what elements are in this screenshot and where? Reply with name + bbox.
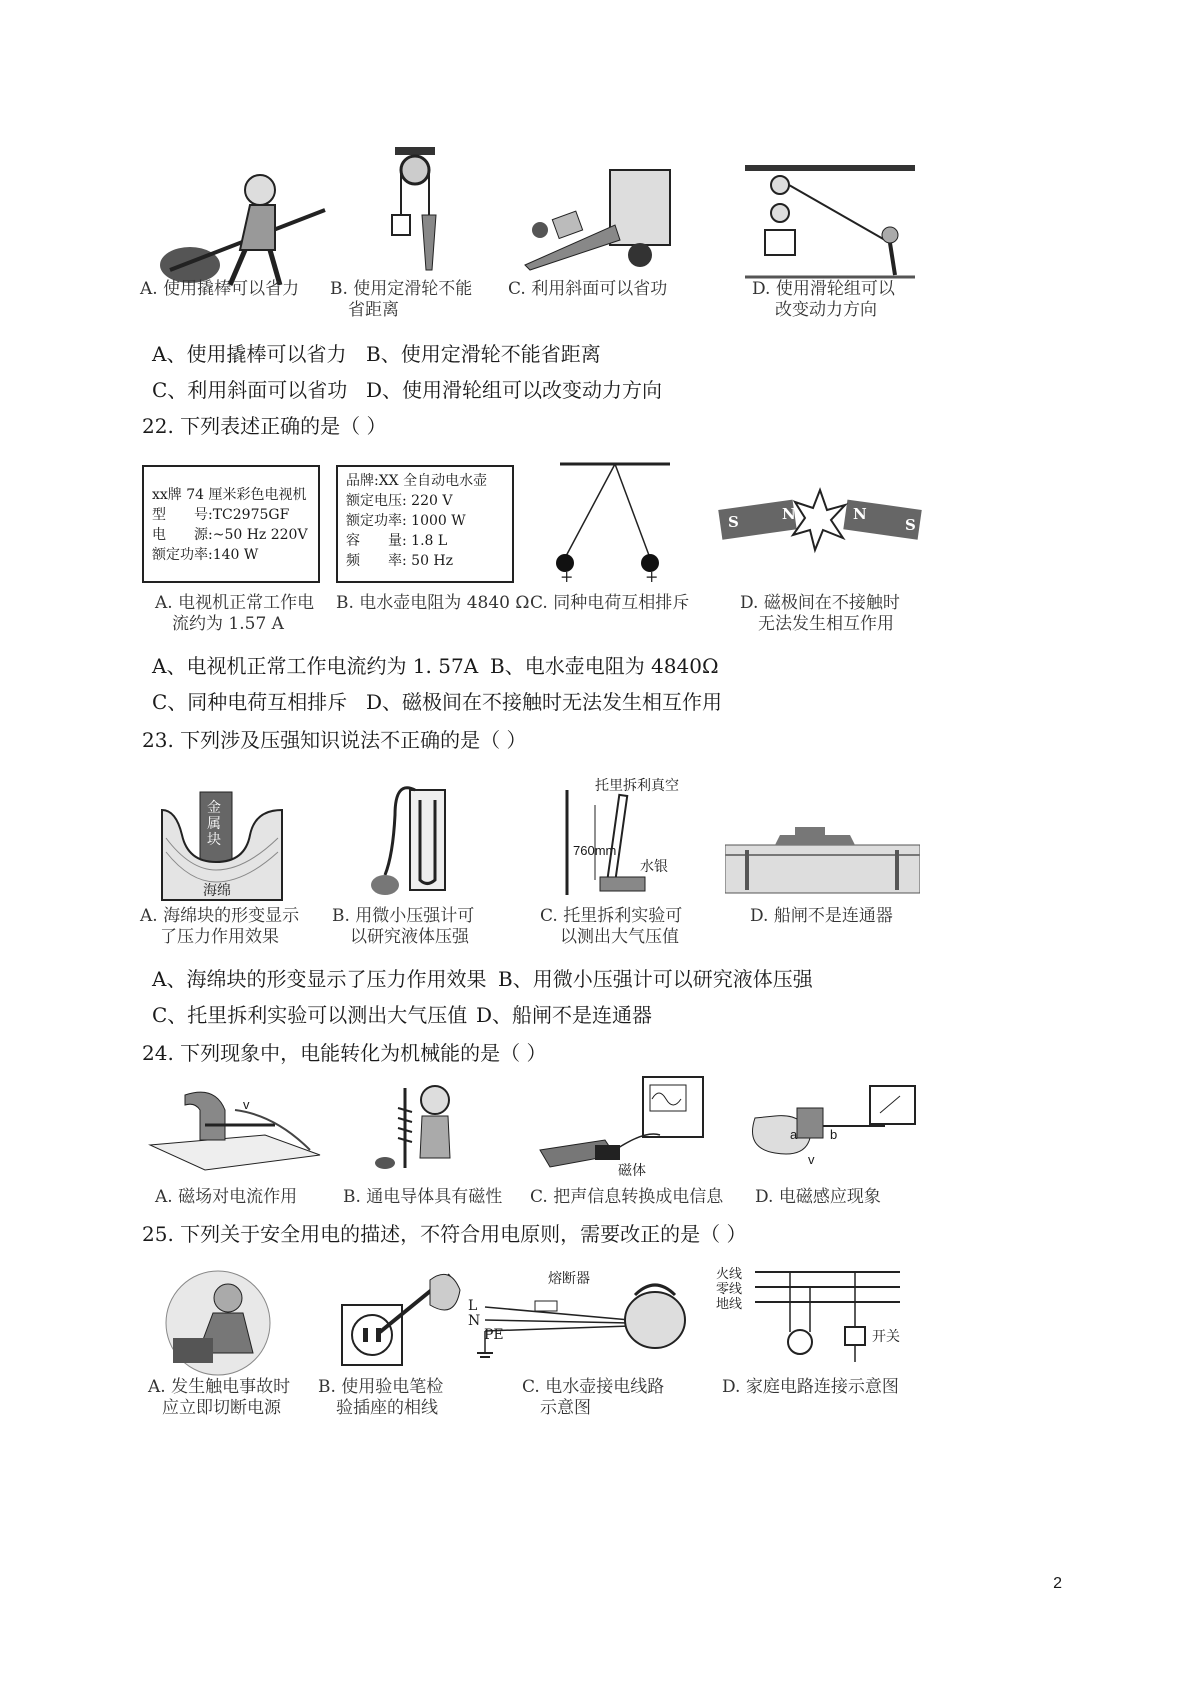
- figure-crowbar: [150, 155, 340, 295]
- magnet-pole-3: N: [853, 505, 867, 523]
- q25-caption-b2: 验插座的相线: [336, 1398, 438, 1418]
- q25-caption-c2: 示意图: [540, 1398, 591, 1418]
- v-label-d: v: [808, 1152, 815, 1167]
- fuse-label: 熔断器: [548, 1271, 590, 1287]
- q21-option-a: A、使用撬棒可以省力: [152, 342, 347, 366]
- q24-stem: 24. 下列现象中，电能转化为机械能的是（ ）: [142, 1041, 547, 1065]
- q25-caption-a2: 应立即切断电源: [162, 1398, 281, 1418]
- magnet-pole-2: N: [782, 505, 796, 523]
- q21-option-d: D、使用滑轮组可以改变动力方向: [366, 378, 663, 402]
- earth-wire-label: 地线: [716, 1297, 743, 1312]
- figure-shock-rescue: [158, 1268, 283, 1378]
- figure-charged-balls: [555, 458, 685, 588]
- magnet-pole-1: S: [728, 513, 739, 531]
- kettle-nameplate-line: 品牌:XX 全自动电水壶: [346, 473, 488, 489]
- switch-label: 开关: [872, 1329, 900, 1345]
- v-label-a: v: [243, 1097, 250, 1112]
- wire-N-label: N: [468, 1313, 481, 1329]
- q23-caption-a1: A. 海绵块的形变显示: [140, 906, 300, 926]
- live-wire-label: 火线: [716, 1267, 743, 1282]
- figure-manometer: [365, 785, 465, 910]
- q23-caption-d: D. 船闸不是连通器: [750, 906, 893, 926]
- tv-nameplate-line: 电 源:~50 Hz 220V: [152, 527, 308, 543]
- kettle-nameplate: [336, 465, 514, 583]
- q22-option-d: D、磁极间在不接触时无法发生相互作用: [366, 690, 723, 714]
- figure-incline: [520, 165, 680, 275]
- q21-caption-a: A. 使用撬棒可以省力: [140, 279, 300, 299]
- sponge-label: 海绵: [203, 883, 231, 899]
- tv-nameplate-line: 额定功率:140 W: [152, 547, 259, 563]
- q22-caption-a1: A. 电视机正常工作电: [155, 593, 315, 613]
- charge-sign-right: +: [645, 567, 659, 586]
- kettle-nameplate-line: 额定功率: 1000 W: [346, 513, 466, 529]
- q23-caption-c1: C. 托里拆利实验可: [540, 906, 683, 926]
- kettle-nameplate-line: 额定电压: 220 V: [346, 493, 453, 509]
- q22-option-a: A、电视机正常工作电流约为 1. 57A: [152, 654, 479, 678]
- q23-option-b: B、用微小压强计可以研究液体压强: [498, 967, 813, 991]
- figure-home-circuit: [715, 1262, 905, 1387]
- magnet-label: 磁体: [618, 1163, 646, 1179]
- q25-caption-c1: C. 电水壶接电线路: [522, 1377, 665, 1397]
- q25-caption-a1: A. 发生触电事故时: [148, 1377, 291, 1397]
- q25-caption-d: D. 家庭电路连接示意图: [722, 1377, 899, 1397]
- label-b: b: [830, 1127, 838, 1142]
- tv-nameplate-line: xx牌 74 厘米彩色电视机: [152, 487, 307, 503]
- q24-caption-d: D. 电磁感应现象: [755, 1187, 881, 1207]
- q22-stem: 22. 下列表述正确的是（ ）: [142, 414, 387, 438]
- q24-caption-b: B. 通电导体具有磁性: [343, 1187, 503, 1207]
- figure-electromagnet: [370, 1078, 480, 1178]
- q21-caption-c: C. 利用斜面可以省功: [508, 279, 668, 299]
- q23-caption-b1: B. 用微小压强计可: [332, 906, 475, 926]
- q24-caption-a: A. 磁场对电流作用: [155, 1187, 298, 1207]
- q23-option-a: A、海绵块的形变显示了压力作用效果: [152, 967, 487, 991]
- page-number: 2: [1053, 1575, 1062, 1592]
- figure-ship-lock: [725, 815, 920, 895]
- q22-caption-c: C. 同种电荷互相排斥: [530, 593, 690, 613]
- figure-fixed-pulley: [370, 145, 460, 285]
- q23-caption-a2: 了压力作用效果: [160, 927, 279, 947]
- kettle-nameplate-line: 频 率: 50 Hz: [346, 553, 454, 569]
- q21-option-b: B、使用定滑轮不能省距离: [366, 342, 601, 366]
- block-label: [207, 800, 223, 848]
- kettle-nameplate-line: 容 量: 1.8 L: [346, 533, 448, 549]
- mercury-label: 水银: [640, 859, 668, 875]
- q21-option-c: C、利用斜面可以省功: [152, 378, 348, 402]
- wire-L-label: L: [468, 1298, 478, 1314]
- neutral-wire-label: 零线: [716, 1282, 743, 1297]
- q21-caption-d2: 改变动力方向: [775, 300, 877, 320]
- block-label-text: 金属块: [207, 800, 221, 848]
- figure-pulley-set: [745, 165, 920, 285]
- q23-option-c: C、托里拆利实验可以测出大气压值: [152, 1003, 468, 1027]
- tv-nameplate: [142, 465, 320, 583]
- vacuum-label: 托里拆利真空: [595, 778, 679, 794]
- q25-stem: 25. 下列关于安全用电的描述，不符合用电原则，需要改正的是（ ）: [142, 1222, 747, 1246]
- q23-stem: 23. 下列涉及压强知识说法不正确的是（ ）: [142, 728, 527, 752]
- q21-caption-d1: D. 使用滑轮组可以: [752, 279, 895, 299]
- wire-PE-label: PE: [484, 1327, 504, 1343]
- charge-sign-left: +: [560, 567, 574, 586]
- figure-motor-track: [145, 1080, 325, 1175]
- figure-test-pen: [340, 1260, 470, 1380]
- q24-caption-c: C. 把声信息转换成电信息: [530, 1187, 724, 1207]
- q22-caption-a2: 流约为 1.57 A: [172, 614, 284, 634]
- q22-caption-d2: 无法发生相互作用: [758, 614, 894, 634]
- figure-magnets: [715, 480, 925, 570]
- q25-caption-b1: B. 使用验电笔检: [318, 1377, 444, 1397]
- q22-caption-d1: D. 磁极间在不接触时: [740, 593, 900, 613]
- tv-nameplate-line: 型 号:TC2975GF: [152, 507, 290, 523]
- q22-caption-b: B. 电水壶电阻为 4840 Ω: [336, 593, 530, 613]
- figure-induction: [735, 1078, 920, 1178]
- magnet-pole-4: S: [905, 516, 916, 534]
- q22-option-c: C、同种电荷互相排斥: [152, 690, 348, 714]
- q23-caption-c2: 以测出大气压值: [560, 927, 679, 947]
- label-a: a: [790, 1127, 798, 1142]
- height-label: 760mm: [573, 843, 617, 858]
- q21-caption-b2: 省距离: [348, 300, 399, 320]
- q23-option-d: D、船闸不是连通器: [476, 1003, 653, 1027]
- q23-caption-b2: 以研究液体压强: [350, 927, 469, 947]
- q21-caption-b1: B. 使用定滑轮不能: [330, 279, 473, 299]
- q22-option-b: B、电水壶电阻为 4840Ω: [490, 654, 719, 678]
